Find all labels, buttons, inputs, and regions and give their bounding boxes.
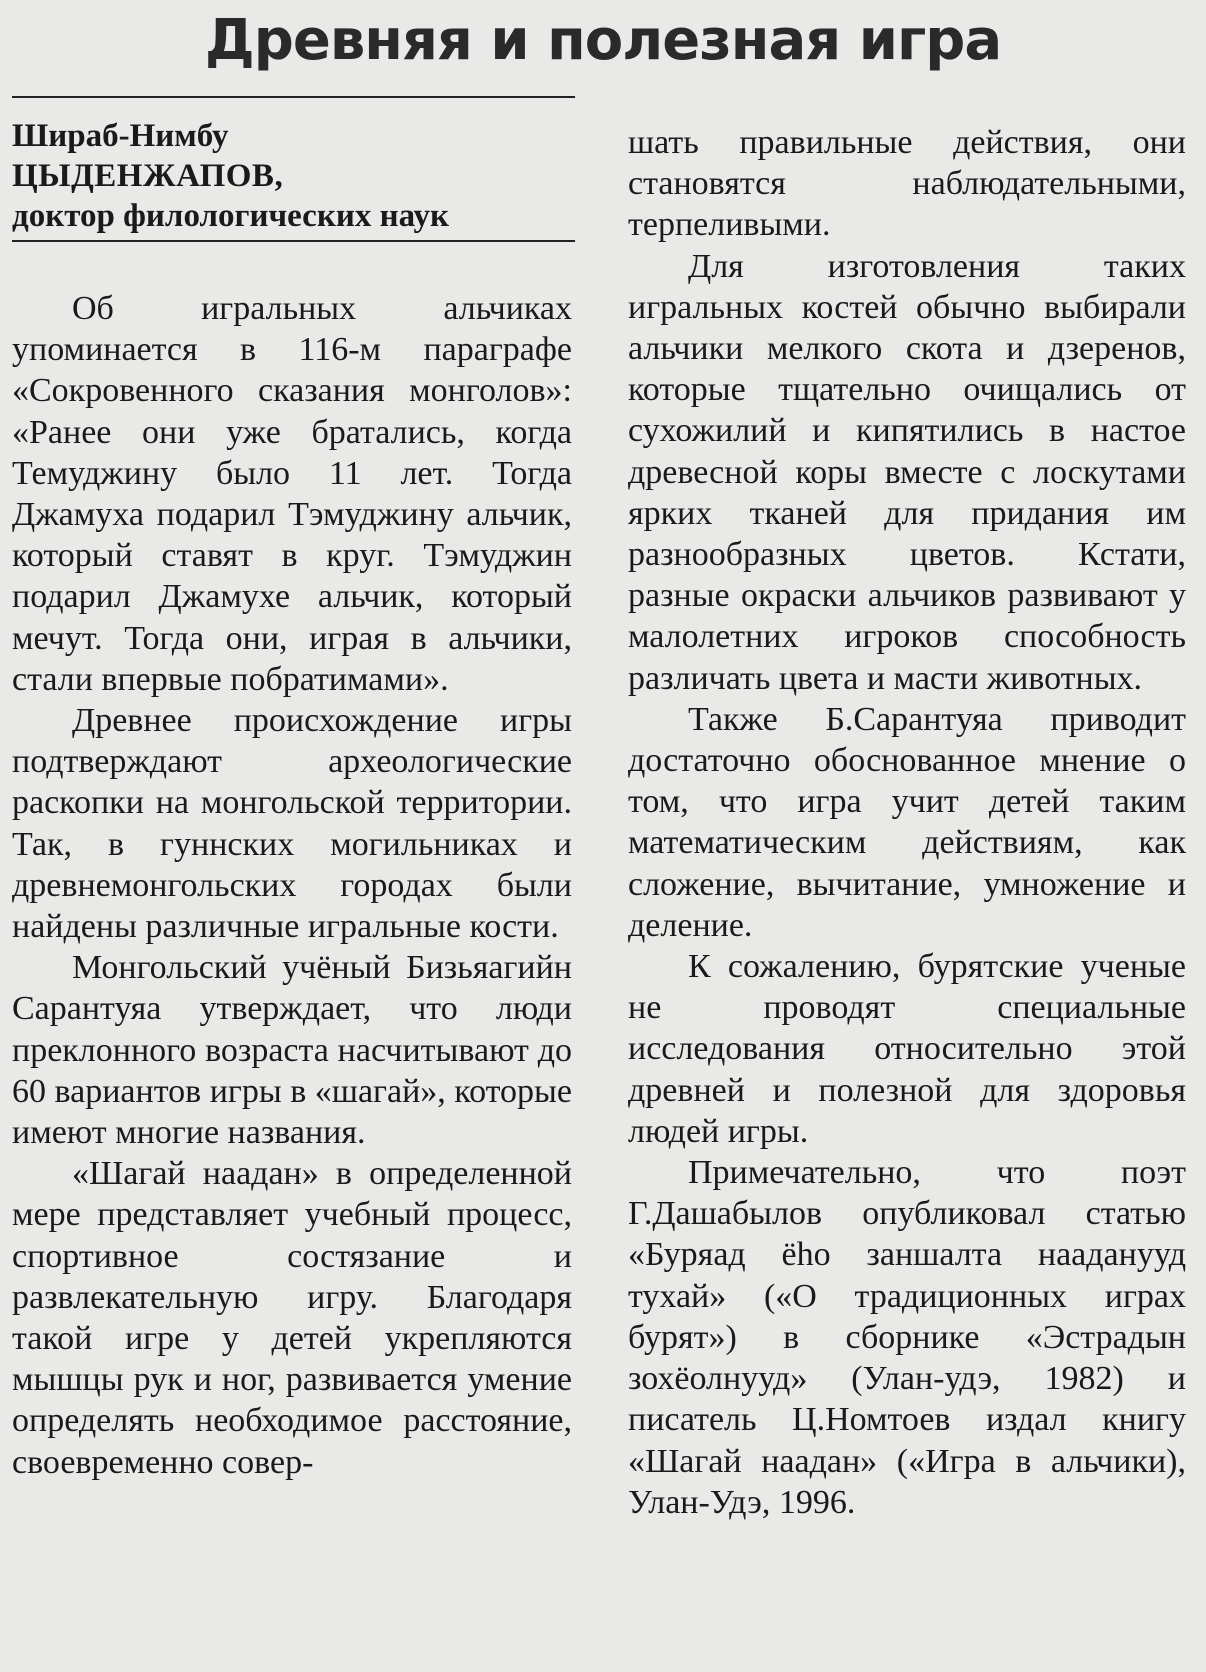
paragraph-8: Примечательно, что поэт Г.Дашабылов опубликовал статью «Буряад ёho заншалта нааданууд тухай» («О традиционных играх бурят») в сборнике «Эстрадын зохёолнууд» (Улан-удэ, 1982) и писатель Ц.Номтоев издал книгу «Шагай наадан» («Игра в альчики), Улан-Удэ, 1996. (628, 1154, 1186, 1521)
byline-top-rule (12, 96, 575, 98)
paragraph-7: К сожалению, бурятские ученые не проводят специальные исследования относительно этой древней и полезной для здоровья людей игры. (628, 948, 1186, 1150)
article-headline: Древняя и полезная игра (204, 8, 1002, 73)
byline-bottom-rule (12, 240, 575, 242)
paragraph-4: «Шагай наадан» в определенной мере представляет учебный процесс, спортивное состязание и развлекательную игру. Благодаря такой игре у детей укрепляются мышцы рук и ног, развивается умение определять необходимое расстояние, своевременно совер- (12, 1155, 572, 1481)
author-title: доктор филологических наук (12, 198, 449, 234)
right-column (628, 122, 1186, 1523)
paragraph-6: Также Б.Сарантуяа приводит достаточно обоснованное мнение о том, что игра учит детей таким математическим действиям, как сложение, вычитание, умножение и деление. (628, 700, 1186, 944)
author-first-name: Шираб-Нимбу (12, 118, 229, 154)
author-surname: ЦЫДЕНЖАПОВ, (12, 158, 284, 194)
left-column (12, 288, 572, 1483)
paragraph-3: Монгольский учёный Бизьяагийн Сарантуяа утверждает, что люди преклонного возраста насчитывают до 60 вариантов игры в «шагай», которые имеют многие названия. (12, 949, 572, 1152)
paragraph-4-continued: шать правильные действия, они становятся наблюдательными, терпеливыми. (628, 124, 1186, 244)
author-byline (12, 116, 575, 236)
paragraph-2: Древнее происхождение игры подтверждают археологические раскопки на монгольской территории. Так, в гуннских могильниках и древнемонгольских городах были найдены различные игральные кости. (12, 702, 572, 946)
paragraph-1: Об игральных альчиках упоминается в 116-м параграфе «Сокровенного сказания монголов»: «Ранее они уже братались, когда Темуджину было 11 лет. Тогда Джамуха подарил Тэмуджину альчик, который ставят в круг. Тэмуджин подарил Джамухе альчик, который мечут. Тогда они, играя в альчики, стали впервые побратимами». (12, 290, 572, 698)
paragraph-5: Для изготовления таких игральных костей обычно выбирали альчики мелкого скота и дзеренов, которые тщательно очищались от сухожилий и кипятились в настое древесной коры вместе с лоскутами ярких тканей для придания им разнообразных цветов. Кстати, разные окраски альчиков развивают у малолетних игроков способность различать цвета и масти животных. (628, 247, 1186, 697)
